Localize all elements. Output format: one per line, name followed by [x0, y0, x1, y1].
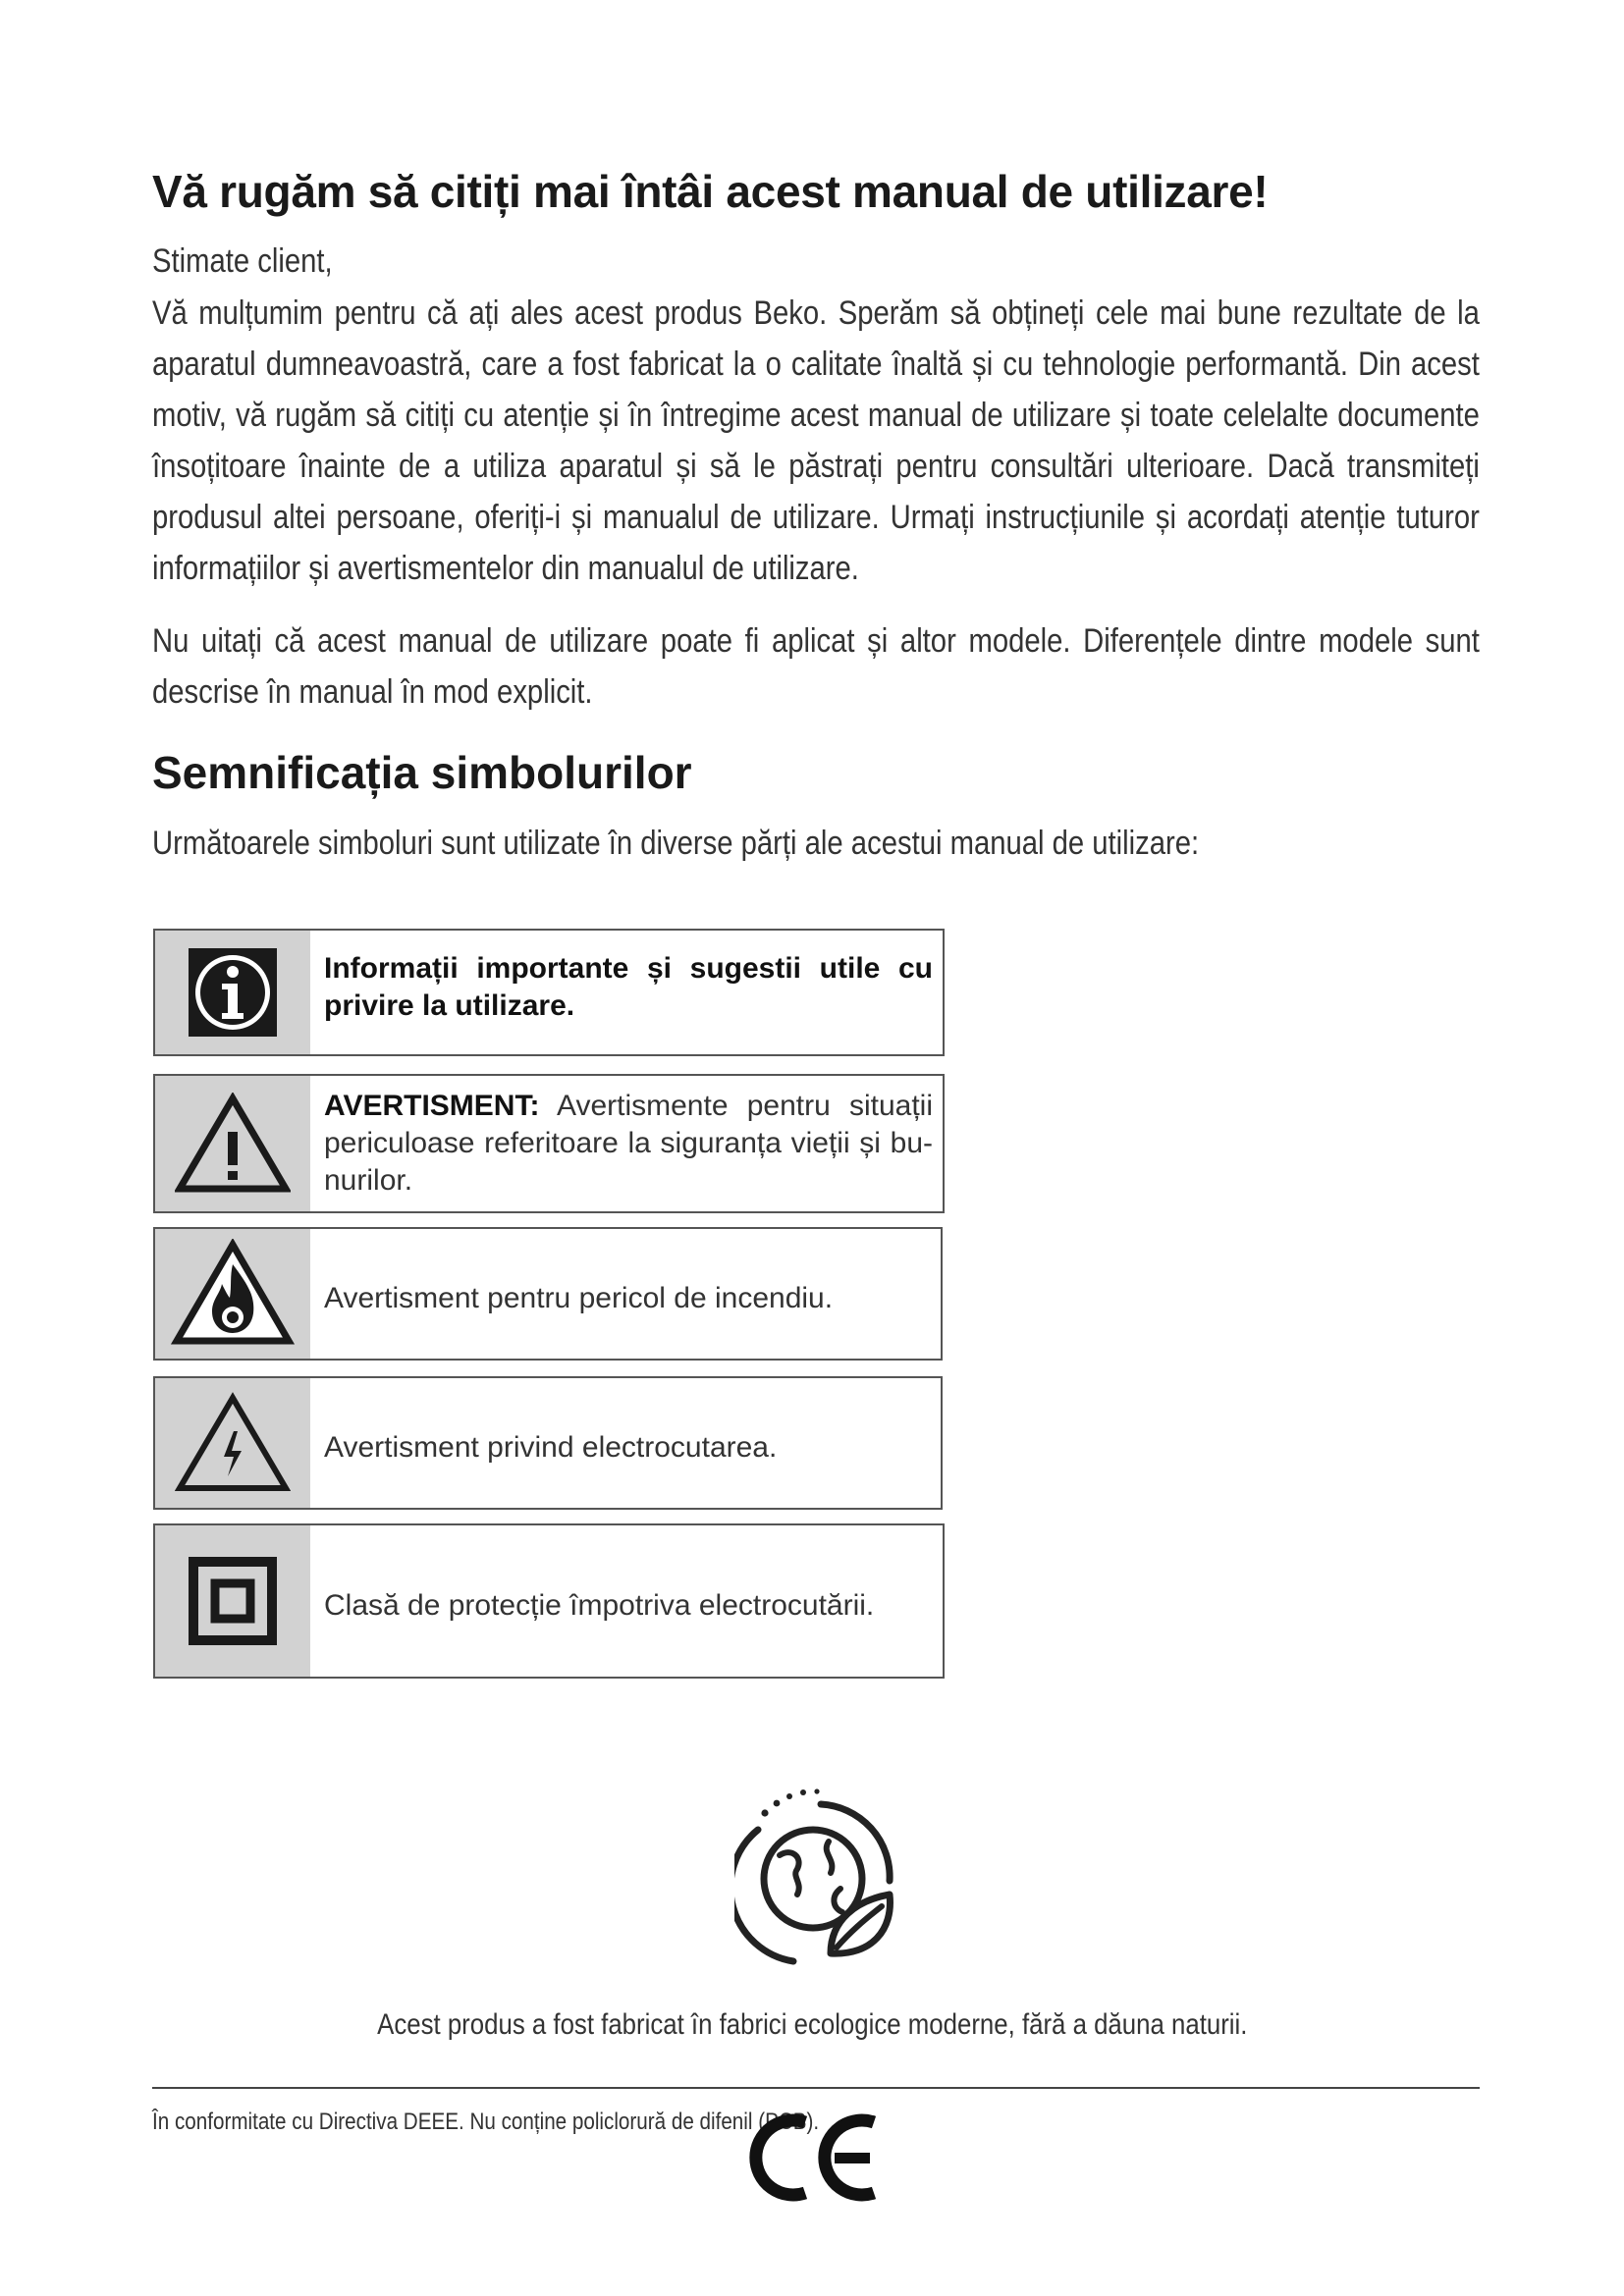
symbol-row-protection-class — [153, 1523, 945, 1679]
symbol-row-electric — [153, 1376, 943, 1510]
warning-icon — [155, 1076, 310, 1211]
footer-divider — [152, 2087, 1480, 2089]
symbol-text-protection-class: Clasă de protecție împotriva electrocutării. — [324, 1589, 875, 1622]
symbols-intro: Următoarele simboluri sunt utilizate în diverse părți ale acestui manual de utilizare: — [152, 825, 1200, 862]
greeting: Stimate client, — [152, 242, 333, 280]
eco-globe-leaf-icon — [734, 1787, 897, 1973]
eco-caption-text: Acest produs a fost fabricat în fabrici ecologice moderne, fără a dăuna naturii. — [376, 2008, 1248, 2041]
ce-mark-icon — [748, 2109, 888, 2207]
intro-paragraph-1: Vă mulțumim pentru că ați ales acest produs Beko. Sperăm să obțineți cele mai bune rezultate de la aparatul dumneavoastră, care a fost fabricat la o calitate înaltă și cu tehnologie performantă. Din acest motiv, vă rugăm să citiți cu atenție și în întregime acest manual de utilizare și toate celelalte documente însoțitoare înainte de a utiliza aparatul și să le păstrați pentru consultări ulterioare. Dacă transmiteți produsul altei persoane, oferiți-i și manualul de utilizare. Urmați instrucțiunile și acordați atenție tuturor informațiilor și avertismentelor din manualul de utilizare. — [152, 294, 1480, 587]
fire-warning-icon — [155, 1229, 310, 1359]
info-icon — [155, 931, 310, 1054]
warning-description: Avertismente pentru situații periculoase referitoare la siguranța vieții și bu-nurilor. — [324, 1090, 933, 1197]
eco-caption — [0, 2008, 1624, 2042]
symbol-text-electric: Avertisment privind electrocutarea. — [324, 1431, 778, 1464]
symbol-row-warning — [153, 1074, 945, 1213]
symbol-text-warning — [310, 1076, 943, 1211]
protection-class-icon — [155, 1525, 310, 1677]
page-title: Vă rugăm să citiți mai întâi acest manual de utilizare! — [152, 166, 1269, 217]
warning-label: AVERTISMENT: — [324, 1090, 540, 1122]
electric-shock-icon — [155, 1378, 310, 1508]
symbol-row-fire — [153, 1227, 943, 1361]
intro-paragraph-2: Nu uitați că acest manual de utilizare poate fi aplicat și altor modele. Diferențele dintre modele sunt descrise în manual în mod explicit. — [152, 622, 1480, 711]
symbols-section-title: Semnificația simbolurilor — [152, 747, 692, 798]
symbol-row-info — [153, 929, 945, 1056]
symbol-text-info: Informații importante și sugestii utile cu privire la utilizare. — [324, 952, 933, 1022]
symbol-text-fire: Avertisment pentru pericol de incendiu. — [324, 1282, 834, 1314]
footer-note: În conformitate cu Directiva DEEE. Nu conține policlorură de difenil (PCB). — [152, 2109, 820, 2135]
